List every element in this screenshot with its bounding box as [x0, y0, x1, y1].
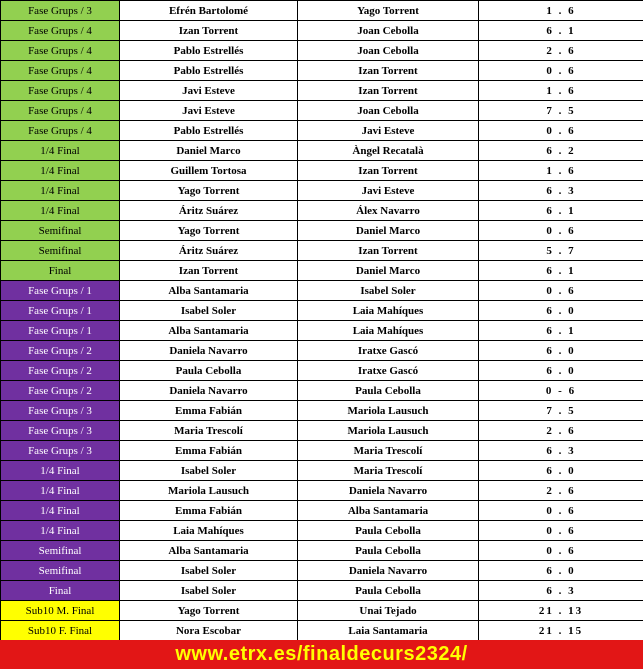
table-row	[1, 181, 643, 201]
player2-cell: Maria Trescolí	[298, 441, 479, 461]
score-cell: 6 . 0	[479, 461, 643, 481]
table-row	[1, 241, 643, 261]
score-cell: 1 . 6	[479, 81, 643, 101]
score-cell: 6 . 0	[479, 561, 643, 581]
phase-cell: Fase Grups / 1	[1, 321, 120, 341]
table-row	[1, 521, 643, 541]
player2-cell: Yago Torrent	[298, 1, 479, 21]
player2-cell: Daniela Navarro	[298, 481, 479, 501]
table-row	[1, 201, 643, 221]
phase-cell: Fase Grups / 3	[1, 1, 120, 21]
player1-cell: Daniela Navarro	[120, 341, 298, 361]
phase-cell: Semifinal	[1, 561, 120, 581]
player2-cell: Mariola Lausuch	[298, 421, 479, 441]
player1-cell: Emma Fabián	[120, 501, 298, 521]
table-row	[1, 381, 643, 401]
score-cell: 6 . 0	[479, 301, 643, 321]
phase-cell: Fase Grups / 2	[1, 341, 120, 361]
phase-cell: Fase Grups / 3	[1, 401, 120, 421]
phase-cell: Final	[1, 261, 120, 281]
phase-cell: Fase Grups / 4	[1, 81, 120, 101]
player1-cell: Yago Torrent	[120, 181, 298, 201]
player1-cell: Javi Esteve	[120, 81, 298, 101]
player1-cell: Maria Trescolí	[120, 421, 298, 441]
player2-cell: Alba Santamaria	[298, 501, 479, 521]
score-cell: 6 . 0	[479, 361, 643, 381]
phase-cell: 1/4 Final	[1, 181, 120, 201]
player1-cell: Izan Torrent	[120, 261, 298, 281]
score-cell: 6 . 3	[479, 181, 643, 201]
player1-cell: Efrén Bartolomé	[120, 1, 298, 21]
player2-cell: Izan Torrent	[298, 241, 479, 261]
score-cell: 1 . 6	[479, 161, 643, 181]
player1-cell: Isabel Soler	[120, 561, 298, 581]
player2-cell: Paula Cebolla	[298, 541, 479, 561]
table-row	[1, 161, 643, 181]
phase-cell: Fase Grups / 3	[1, 441, 120, 461]
phase-cell: 1/4 Final	[1, 501, 120, 521]
player1-cell: Alba Santamaria	[120, 281, 298, 301]
table-row	[1, 281, 643, 301]
player1-cell: Mariola Lausuch	[120, 481, 298, 501]
score-cell: 2 . 6	[479, 41, 643, 61]
player2-cell: Isabel Soler	[298, 281, 479, 301]
table-row	[1, 121, 643, 141]
player1-cell: Guillem Tortosa	[120, 161, 298, 181]
player2-cell: Iratxe Gascó	[298, 361, 479, 381]
table-row	[1, 401, 643, 421]
player2-cell: Daniel Marco	[298, 221, 479, 241]
player1-cell: Áritz Suárez	[120, 201, 298, 221]
phase-cell: 1/4 Final	[1, 481, 120, 501]
score-cell: 6 . 1	[479, 21, 643, 41]
player1-cell: Paula Cebolla	[120, 361, 298, 381]
score-cell: 6 . 1	[479, 201, 643, 221]
player2-cell: Izan Torrent	[298, 61, 479, 81]
phase-cell: Fase Grups / 2	[1, 381, 120, 401]
phase-cell: 1/4 Final	[1, 141, 120, 161]
player2-cell: Mariola Lausuch	[298, 401, 479, 421]
phase-cell: Fase Grups / 4	[1, 41, 120, 61]
player1-cell: Emma Fabián	[120, 401, 298, 421]
player2-cell: Paula Cebolla	[298, 381, 479, 401]
player1-cell: Yago Torrent	[120, 221, 298, 241]
score-cell: 0 . 6	[479, 121, 643, 141]
player1-cell: Javi Esteve	[120, 101, 298, 121]
player1-cell: Izan Torrent	[120, 21, 298, 41]
player2-cell: Unai Tejado	[298, 601, 479, 621]
phase-cell: Fase Grups / 4	[1, 101, 120, 121]
table-row	[1, 461, 643, 481]
phase-cell: Fase Grups / 4	[1, 21, 120, 41]
phase-cell: 1/4 Final	[1, 161, 120, 181]
player2-cell: Izan Torrent	[298, 161, 479, 181]
table-row	[1, 221, 643, 241]
player1-cell: Daniela Navarro	[120, 381, 298, 401]
score-cell: 1 . 6	[479, 1, 643, 21]
table-row	[1, 601, 643, 621]
player2-cell: Paula Cebolla	[298, 521, 479, 541]
table-row	[1, 361, 643, 381]
phase-cell: Fase Grups / 1	[1, 301, 120, 321]
phase-cell: 1/4 Final	[1, 201, 120, 221]
table-row	[1, 261, 643, 281]
score-cell: 2 . 6	[479, 481, 643, 501]
phase-cell: Fase Grups / 4	[1, 121, 120, 141]
score-cell: 21 . 15	[479, 621, 643, 641]
table-row	[1, 141, 643, 161]
player1-cell: Alba Santamaria	[120, 541, 298, 561]
player2-cell: Laia Mahíques	[298, 301, 479, 321]
table-row	[1, 301, 643, 321]
score-cell: 0 - 6	[479, 381, 643, 401]
player1-cell: Emma Fabián	[120, 441, 298, 461]
table-row	[1, 501, 643, 521]
player1-cell: Nora Escobar	[120, 621, 298, 641]
banner-link[interactable]: www.etrx.es/finaldecurs2324/	[175, 643, 468, 665]
score-cell: 0 . 6	[479, 501, 643, 521]
player2-cell: Àngel Recatalà	[298, 141, 479, 161]
player2-cell: Javi Esteve	[298, 181, 479, 201]
player1-cell: Pablo Estrellés	[120, 121, 298, 141]
table-row	[1, 441, 643, 461]
table-row	[1, 581, 643, 601]
player2-cell: Daniel Marco	[298, 261, 479, 281]
score-cell: 2 . 6	[479, 421, 643, 441]
score-cell: 0 . 6	[479, 61, 643, 81]
score-cell: 6 . 2	[479, 141, 643, 161]
url-banner	[0, 640, 643, 669]
player2-cell: Joan Cebolla	[298, 21, 479, 41]
score-cell: 5 . 7	[479, 241, 643, 261]
phase-cell: Sub10 M. Final	[1, 601, 120, 621]
score-cell: 0 . 6	[479, 281, 643, 301]
table-row	[1, 321, 643, 341]
player2-cell: Laia Mahíques	[298, 321, 479, 341]
phase-cell: Fase Grups / 4	[1, 61, 120, 81]
table-row	[1, 481, 643, 501]
table-row	[1, 61, 643, 81]
score-cell: 6 . 3	[479, 581, 643, 601]
player1-cell: Isabel Soler	[120, 301, 298, 321]
player1-cell: Laia Mahíques	[120, 521, 298, 541]
player2-cell: Paula Cebolla	[298, 581, 479, 601]
score-cell: 21 . 13	[479, 601, 643, 621]
player1-cell: Pablo Estrellés	[120, 61, 298, 81]
player2-cell: Izan Torrent	[298, 81, 479, 101]
player2-cell: Laia Santamaria	[298, 621, 479, 641]
score-cell: 6 . 3	[479, 441, 643, 461]
table-row	[1, 101, 643, 121]
phase-cell: Fase Grups / 2	[1, 361, 120, 381]
table-row	[1, 41, 643, 61]
score-cell: 0 . 6	[479, 221, 643, 241]
score-cell: 6 . 1	[479, 321, 643, 341]
table-row	[1, 561, 643, 581]
table-row	[1, 541, 643, 561]
player1-cell: Yago Torrent	[120, 601, 298, 621]
player1-cell: Isabel Soler	[120, 581, 298, 601]
table-row	[1, 341, 643, 361]
player2-cell: Joan Cebolla	[298, 101, 479, 121]
player2-cell: Maria Trescolí	[298, 461, 479, 481]
phase-cell: Semifinal	[1, 221, 120, 241]
player2-cell: Javi Esteve	[298, 121, 479, 141]
player1-cell: Daniel Marco	[120, 141, 298, 161]
player1-cell: Alba Santamaria	[120, 321, 298, 341]
score-cell: 7 . 5	[479, 101, 643, 121]
phase-cell: 1/4 Final	[1, 521, 120, 541]
player2-cell: Joan Cebolla	[298, 41, 479, 61]
table-row	[1, 81, 643, 101]
phase-cell: Final	[1, 581, 120, 601]
score-cell: 6 . 0	[479, 341, 643, 361]
table-row	[1, 621, 643, 641]
score-cell: 0 . 6	[479, 541, 643, 561]
table-row	[1, 1, 643, 21]
phase-cell: 1/4 Final	[1, 461, 120, 481]
player2-cell: Daniela Navarro	[298, 561, 479, 581]
player1-cell: Pablo Estrellés	[120, 41, 298, 61]
phase-cell: Fase Grups / 3	[1, 421, 120, 441]
table-row	[1, 421, 643, 441]
score-cell: 7 . 5	[479, 401, 643, 421]
phase-cell: Sub10 F. Final	[1, 621, 120, 641]
player2-cell: Iratxe Gascó	[298, 341, 479, 361]
player1-cell: Isabel Soler	[120, 461, 298, 481]
phase-cell: Semifinal	[1, 541, 120, 561]
table-row	[1, 21, 643, 41]
phase-cell: Semifinal	[1, 241, 120, 261]
score-cell: 6 . 1	[479, 261, 643, 281]
player2-cell: Álex Navarro	[298, 201, 479, 221]
phase-cell: Fase Grups / 1	[1, 281, 120, 301]
score-cell: 0 . 6	[479, 521, 643, 541]
player1-cell: Áritz Suárez	[120, 241, 298, 261]
results-table-body	[1, 1, 643, 641]
